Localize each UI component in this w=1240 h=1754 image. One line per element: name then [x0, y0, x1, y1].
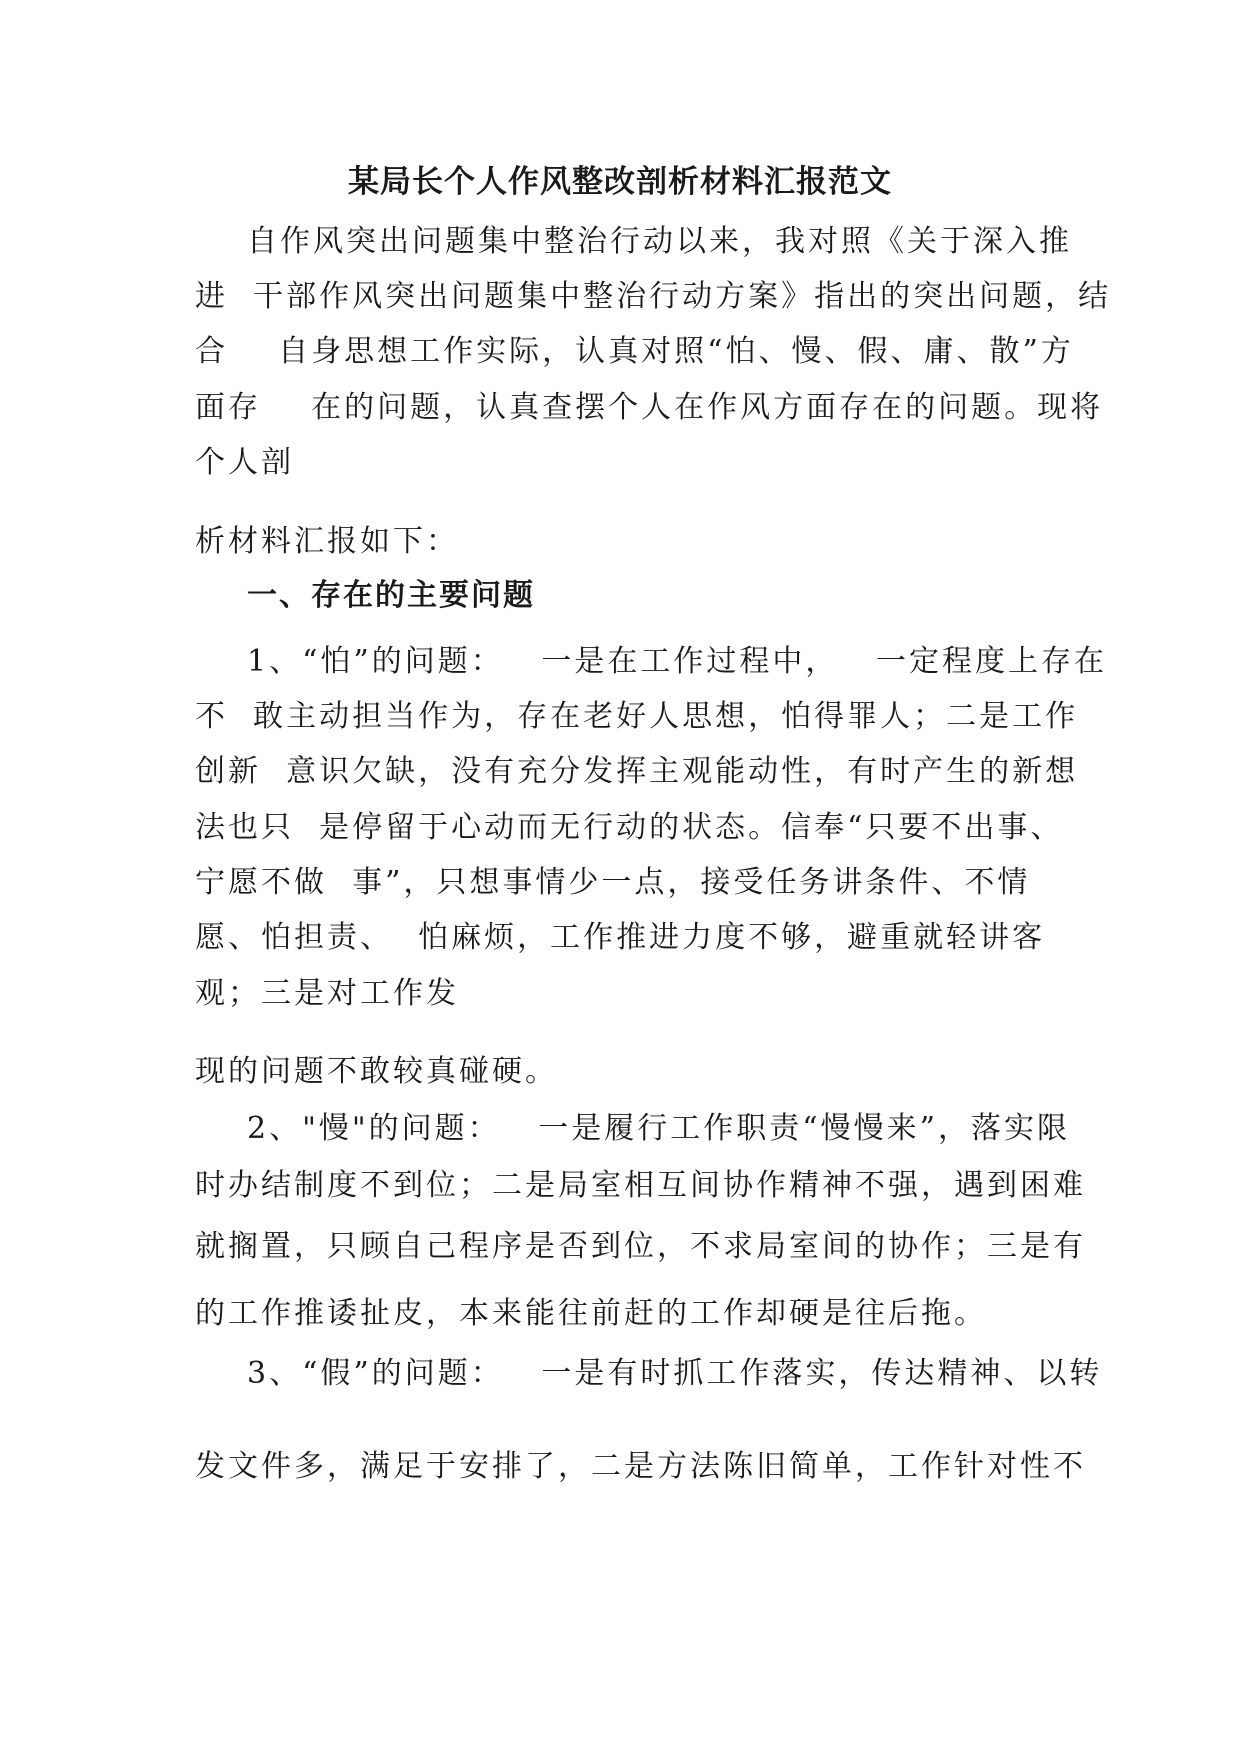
paragraph-line: 法也只 是停留于心动而无行动的状态。信奉“只要不出事、: [195, 810, 1064, 845]
paragraph-line: 面存 在的问题，认真查摆个人在作风方面存在的问题。现将: [195, 390, 1104, 425]
paragraph-line: 发文件多，满足于安排了，二是方法陈旧简单，工作针对性不: [195, 1449, 1086, 1484]
paragraph-line: 个人剖: [195, 445, 294, 480]
paragraph-line: 合 自身思想工作实际，认真对照“怕、慢、假、庸、散”方: [195, 334, 1074, 369]
paragraph-line: 自作风突出问题集中整治行动以来，我对照《关于深入推: [247, 224, 1072, 259]
paragraph-line: 析材料汇报如下：: [195, 524, 459, 559]
section-heading: 一、存在的主要问题: [247, 578, 535, 613]
paragraph-line: 3、“假”的问题： 一是有时抓工作落实，传达精神、以转: [247, 1356, 1103, 1391]
paragraph-line: 现的问题不敢较真碰硬。: [195, 1054, 558, 1089]
paragraph-line: 创新 意识欠缺，没有充分发挥主观能动性，有时产生的新想: [195, 754, 1079, 789]
paragraph-line: 2、"慢"的问题： 一是履行工作职责“慢慢来”，落实限: [247, 1111, 1070, 1146]
paragraph-line: 时办结制度不到位；二是局室相互间协作精神不强，遇到困难: [195, 1168, 1086, 1203]
paragraph-line: 进 干部作风突出问题集中整治行动方案》指出的突出问题，结: [195, 279, 1112, 314]
paragraph-line: 宁愿不做 事”，只想事情少一点，接受任务讲条件、不情: [195, 865, 1031, 900]
paragraph-line: 的工作推诿扯皮，本来能往前赶的工作却硬是往后拖。: [195, 1296, 987, 1331]
paragraph-line: 观；三是对工作发: [195, 976, 459, 1011]
paragraph-line: 就搁置，只顾自己程序是否到位，不求局室间的协作；三是有: [195, 1229, 1086, 1264]
paragraph-line: 不 敢主动担当作为，存在老好人思想，怕得罪人；二是工作: [195, 699, 1079, 734]
paragraph-line: 1、“怕”的问题： 一是在工作过程中， 一定程度上存在: [247, 644, 1107, 679]
document-title: 某局长个人作风整改剖析材料汇报范文: [348, 164, 892, 200]
paragraph-line: 愿、怕担责、 怕麻烦，工作推进力度不够，避重就轻讲客: [195, 920, 1046, 955]
